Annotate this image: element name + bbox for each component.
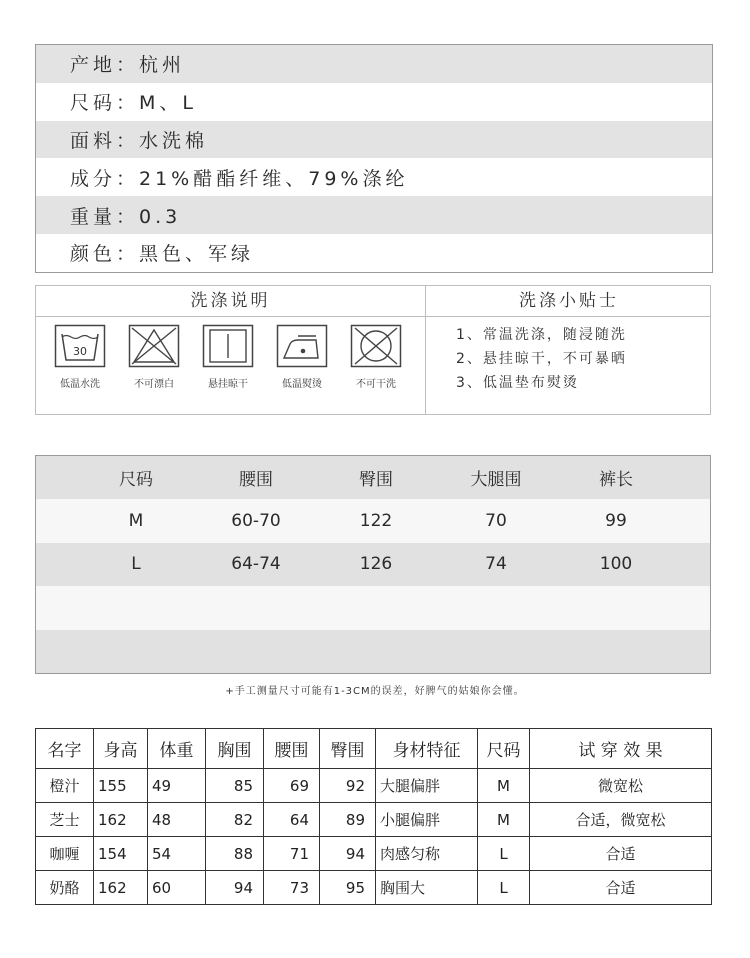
size-cell: L <box>131 554 141 575</box>
tryon-cell: 89 <box>320 803 376 837</box>
tryon-cell: 155 <box>94 769 148 803</box>
tryon-cell: 芝士 <box>36 803 94 837</box>
tryon-cell: M <box>478 769 530 803</box>
tryon-cell: 49 <box>148 769 206 803</box>
no-dryclean-icon <box>350 324 402 368</box>
care-item <box>116 324 192 390</box>
tryon-header-cell: 名字 <box>36 729 94 769</box>
tryon-cell: L <box>478 837 530 871</box>
tip-item: 1、常温洗涤，随浸随洗 <box>456 327 627 343</box>
tryon-header-cell: 身高 <box>94 729 148 769</box>
tryon-table <box>35 728 712 905</box>
tryon-cell: 94 <box>206 871 264 905</box>
care-item <box>190 324 266 390</box>
size-cell: 99 <box>605 511 627 532</box>
tryon-row <box>36 837 712 871</box>
size-row-empty <box>36 630 710 673</box>
size-cell: 64-74 <box>231 554 281 575</box>
wash-30-icon <box>54 324 106 368</box>
wash-temp-label: 30 <box>73 345 87 358</box>
size-cell: 122 <box>359 511 393 532</box>
size-cell: 70 <box>485 511 507 532</box>
tryon-header-cell: 体重 <box>148 729 206 769</box>
tryon-cell: 94 <box>320 837 376 871</box>
info-origin: 产地：杭州 <box>36 45 712 83</box>
tryon-cell: 48 <box>148 803 206 837</box>
tryon-cell: 154 <box>94 837 148 871</box>
tryon-cell: 合适 <box>530 837 712 871</box>
care-label: 低温水洗 <box>60 379 100 390</box>
tryon-cell: 71 <box>264 837 320 871</box>
tryon-cell: 95 <box>320 871 376 905</box>
washing-tips-list <box>456 323 627 395</box>
size-row <box>36 543 710 586</box>
size-header-cell: 臀围 <box>359 470 393 491</box>
info-fabric: 面料：水洗棉 <box>36 121 712 159</box>
tryon-cell: 64 <box>264 803 320 837</box>
washing-tips-title: 洗涤小贴士 <box>519 291 619 311</box>
info-color: 颜色：黑色、军绿 <box>36 234 712 272</box>
tryon-row <box>36 769 712 803</box>
size-table <box>35 455 711 674</box>
tryon-cell: 73 <box>264 871 320 905</box>
tryon-header-cell: 身材特征 <box>376 729 478 769</box>
tryon-cell: 60 <box>148 871 206 905</box>
tryon-cell: 162 <box>94 871 148 905</box>
tryon-cell: 合适，微宽松 <box>530 803 712 837</box>
care-label: 不可漂白 <box>134 379 174 390</box>
tryon-header-cell: 腰围 <box>264 729 320 769</box>
tryon-header-cell: 试 穿 效 果 <box>530 729 712 769</box>
tryon-cell: 82 <box>206 803 264 837</box>
tryon-cell: 肉感匀称 <box>376 837 478 871</box>
size-cell: 100 <box>599 554 633 575</box>
size-row-empty <box>36 586 710 629</box>
tryon-cell: 胸围大 <box>376 871 478 905</box>
divider <box>36 316 710 317</box>
care-item <box>338 324 414 390</box>
care-item <box>42 324 118 390</box>
tryon-cell: 大腿偏胖 <box>376 769 478 803</box>
product-info-panel <box>35 44 713 273</box>
iron-low-icon <box>276 324 328 368</box>
tryon-cell: 合适 <box>530 871 712 905</box>
size-cell: 126 <box>359 554 393 575</box>
washing-panel <box>35 285 711 415</box>
measurement-note: +手工测量尺寸可能有1-3CM的误差，好脾气的姑娘你会懂。 <box>225 686 525 697</box>
tryon-cell: 85 <box>206 769 264 803</box>
care-label: 悬挂晾干 <box>208 379 248 390</box>
care-label: 低温熨烫 <box>282 379 322 390</box>
tryon-header-cell: 胸围 <box>206 729 264 769</box>
tryon-cell: 微宽松 <box>530 769 712 803</box>
tryon-header-cell: 臀围 <box>320 729 376 769</box>
tip-item: 2、悬挂晾干，不可暴晒 <box>456 351 627 367</box>
size-header-cell: 大腿围 <box>470 470 522 491</box>
size-row <box>36 499 710 542</box>
info-composition: 成分：21%醋酯纤维、79%涤纶 <box>36 158 712 196</box>
tryon-header-cell: 尺码 <box>478 729 530 769</box>
tryon-cell: 橙汁 <box>36 769 94 803</box>
care-item <box>264 324 340 390</box>
no-bleach-icon <box>128 324 180 368</box>
hang-dry-icon <box>202 324 254 368</box>
tryon-cell: 162 <box>94 803 148 837</box>
info-weight: 重量：0.3 <box>36 196 712 234</box>
tryon-row <box>36 871 712 905</box>
tryon-cell: 奶酪 <box>36 871 94 905</box>
tryon-cell: 92 <box>320 769 376 803</box>
tryon-header-row <box>36 729 712 769</box>
info-size: 尺码：M、L <box>36 83 712 121</box>
size-header-cell: 尺码 <box>119 470 153 491</box>
washing-instructions-title: 洗涤说明 <box>190 291 271 311</box>
size-cell: 74 <box>485 554 507 575</box>
size-header-cell: 腰围 <box>239 470 273 491</box>
tryon-row <box>36 803 712 837</box>
tryon-cell: M <box>478 803 530 837</box>
tryon-cell: 88 <box>206 837 264 871</box>
size-cell: M <box>128 511 144 532</box>
size-header-row <box>36 456 710 499</box>
tryon-cell: 小腿偏胖 <box>376 803 478 837</box>
tip-item: 3、低温垫布熨烫 <box>456 375 579 391</box>
size-header-cell: 裤长 <box>599 470 633 491</box>
care-label: 不可干洗 <box>356 379 396 390</box>
tryon-cell: L <box>478 871 530 905</box>
tryon-cell: 69 <box>264 769 320 803</box>
tryon-cell: 54 <box>148 837 206 871</box>
size-cell: 60-70 <box>231 511 281 532</box>
tryon-cell: 咖喱 <box>36 837 94 871</box>
